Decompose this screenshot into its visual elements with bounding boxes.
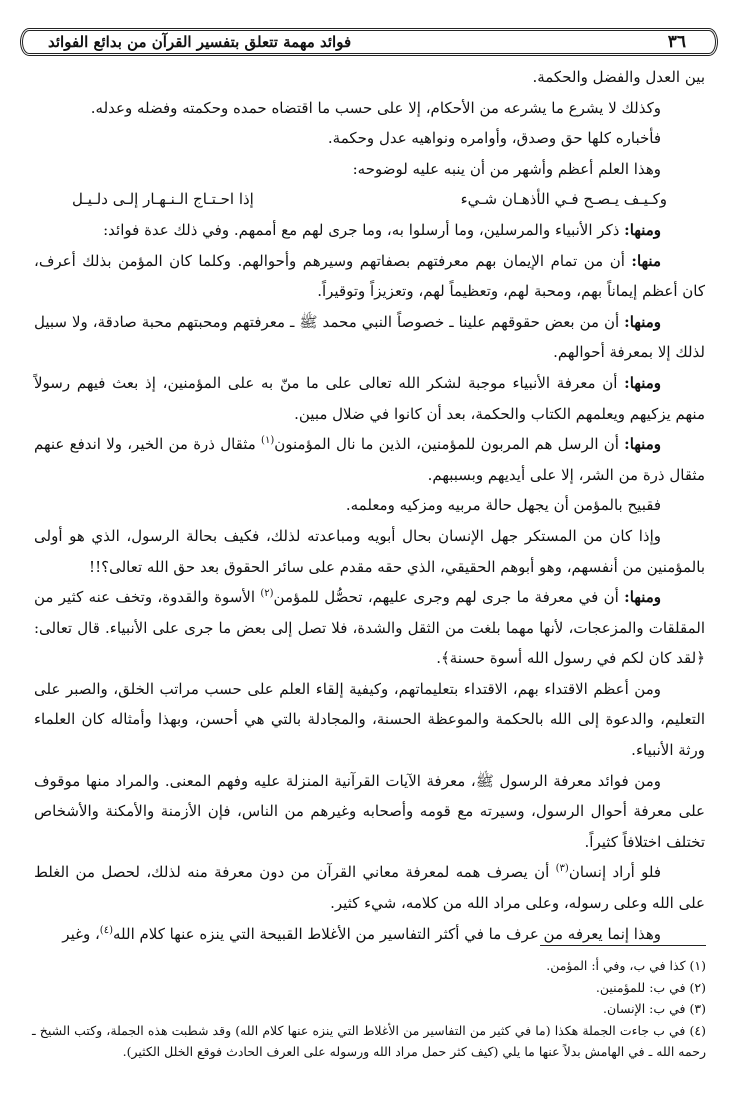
footnote: (١) كذا في ب، وفي أ: المؤمن. (546, 958, 706, 973)
paragraph-text: الأسوة والقدوة، وتخف عنه كثير من المقلقات والمزعجات، لأنها مهما بلغت من الثقل والشدة، فلا تصل إلى بعض ما جرى على الأنبياء. قال تعالى: ﴿لقد كان لكم في رسول الله أسوة حسنة﴾. (34, 588, 705, 668)
paragraph-label: ومنها: (624, 435, 661, 454)
footnote-ref: (١) (261, 435, 275, 447)
paragraph-text: أن في معرفة ما جرى لهم وجرى عليهم، تحصُّل للمؤمن (273, 588, 625, 607)
paragraph: ومن أعظم الاقتداء بهم، الاقتداء بتعليماتهم، وكيفية إلقاء العلم على حسب مراتب الخلق، والصبر على التعليم، والدعوة إلى الله بالحكمة والموعظة الحسنة، والمجادلة بالتي هي أحسن، وبهذا وأمثاله كان العلماء ورثة الأنبياء. (34, 679, 705, 760)
paragraph-text: وهذا إنما يعرفه من عرف ما في أكثر التفاسير من الأغلاط القبيحة التي ينزه عنها كلام الله (112, 924, 661, 943)
running-title: فوائد مهمة تتعلق بتفسير القرآن من بدائع الفوائد (48, 33, 352, 51)
paragraph-label: ومنها: (624, 373, 661, 392)
footnote: (٤) في ب جاءت الجملة هكذا (ما في كثير من التفاسير من الأغلاط التي ينزه عنها كلام الله) وقد شطبت هذه الجملة، وكتب الشيخ ـ رحمه الله ـ في الهامش بدلاً عنها ما يلي (كيف كثر حمل مراد الله ورسوله على العرف الحادث فوقع الخلل الكثير). (32, 1022, 706, 1059)
footnote-ref: (٢) (260, 588, 274, 600)
paragraph-text: ، وغير (62, 924, 100, 943)
paragraph-text: أن يصرف همه لمعرفة معاني القرآن من دون معرفة منه لذلك، لحصل من الغلط على الله وعلى رسوله، وعلى مراد الله من كلامه، شيء كثير. (34, 863, 705, 913)
footnote: (٢) في ب: للمؤمنين. (595, 979, 706, 995)
paragraph-label: ومنها: (624, 312, 661, 331)
page-header (30, 28, 708, 56)
paragraph (34, 582, 705, 674)
footnotes (32, 955, 706, 1063)
header-frame-right-cap (700, 28, 718, 56)
paragraph (34, 246, 705, 307)
paragraph-continuation: بين العدل والفضل والحكمة. (532, 68, 705, 86)
footnote-ref: (٣) (555, 863, 569, 875)
paragraph (34, 429, 705, 490)
page-number: ٣٦ (667, 32, 686, 52)
paragraph-label: ومنها: (624, 588, 661, 607)
paragraph-label: ومنها: (624, 220, 661, 239)
paragraph-text: مثقال ذرة من الخير، ولا اندفع عنهم مثقال ذرة من الشر، إلا على أيديهم وبسببهم. (34, 435, 705, 484)
footnote: (٣) في ب: الإنسان. (603, 1001, 706, 1016)
paragraph: فقبيح بالمؤمن أن يجهل حالة مربيه ومزكيه ومعلمه. (345, 496, 661, 515)
paragraph-text: ذكر الأنبياء والمرسلين، وما أرسلوا به، وما جرى لهم مع أممهم. وفي ذلك عدة فوائد: (103, 220, 625, 239)
paragraph: وإذا كان من المستكر جهل الإنسان بحال أبويه ومباعدته لذلك، فكيف بحالة الرسول، الذي هو أولى بالمؤمنين من أنفسهم، وهو أبوهم الحقيقي، الذي حقه مقدم على سائر الحقوق بعد حق الله تعالى؟!! (34, 526, 705, 576)
poetry-verse (34, 184, 705, 215)
header-frame-left-cap (20, 28, 38, 56)
paragraph (34, 215, 705, 246)
paragraph-label: منها: (631, 251, 661, 270)
paragraph (34, 368, 705, 429)
paragraph-text: أن من تمام الإيمان بهم معرفتهم بصفاتهم وسيرهم وأحوالهم. وكلما كان المؤمن بذلك أعرف، كان أعظم إيماناً بهم، ومحبة لهم، وتعظيماً لهم، وتعزيزاً وتوقيراً. (34, 251, 705, 301)
paragraph-text: فلو أراد إنسان (568, 863, 662, 882)
paragraph-text: أن معرفة الأنبياء موجبة لشكر الله تعالى على ما منّ به على المؤمنين، إذ بعث فيهم رسولاً منهم يزكيهم ويعلمهم الكتاب والحكمة، بعد أن كانوا في ضلال مبين. (34, 373, 705, 423)
main-text (34, 62, 705, 949)
paragraph: وهذا العلم أعظم وأشهر من أن ينبه عليه لوضوحه: (352, 159, 661, 178)
paragraph: فأخباره كلها حق وصدق، وأوامره ونواهيه عدل وحكمة. (327, 129, 661, 148)
paragraph: ومن فوائد معرفة الرسول ﷺ، معرفة الآيات القرآنية المنزلة عليه وفهم المعنى. والمراد منها موقوف على معرفة أحوال الرسول، وسيرته مع قومه وأصحابه وغيرهم من الناس، فإن الأزمنة والأمكنة والأشخاص تختلف اختلافاً كثيراً. (34, 771, 705, 851)
verse-second-hemistich: إذا احـتـاج الـنـهـار إلـى دلـيـل (72, 190, 254, 209)
verse-first-hemistich: وكـيـف يـصـح فـي الأذهـان شـيء (460, 190, 667, 209)
footnote-ref: (٤) (99, 924, 113, 936)
footnote-separator (540, 945, 706, 946)
paragraph (34, 857, 705, 918)
paragraph-text: أن من بعض حقوقهم علينا ـ خصوصاً النبي محمد ﷺ ـ معرفتهم ومحبتهم محبة صادقة، ولا سبيل لذلك إلا بمعرفة أحوالهم. (34, 312, 705, 362)
paragraph-text: أن الرسل هم المربون للمؤمنين، الذين ما نال المؤمنون (274, 435, 625, 454)
paragraph: وكذلك لا يشرع ما يشرعه من الأحكام، إلا على حسب ما اقتضاه حمده وحكمته وفضله وعدله. (90, 98, 661, 117)
paragraph (34, 307, 705, 368)
